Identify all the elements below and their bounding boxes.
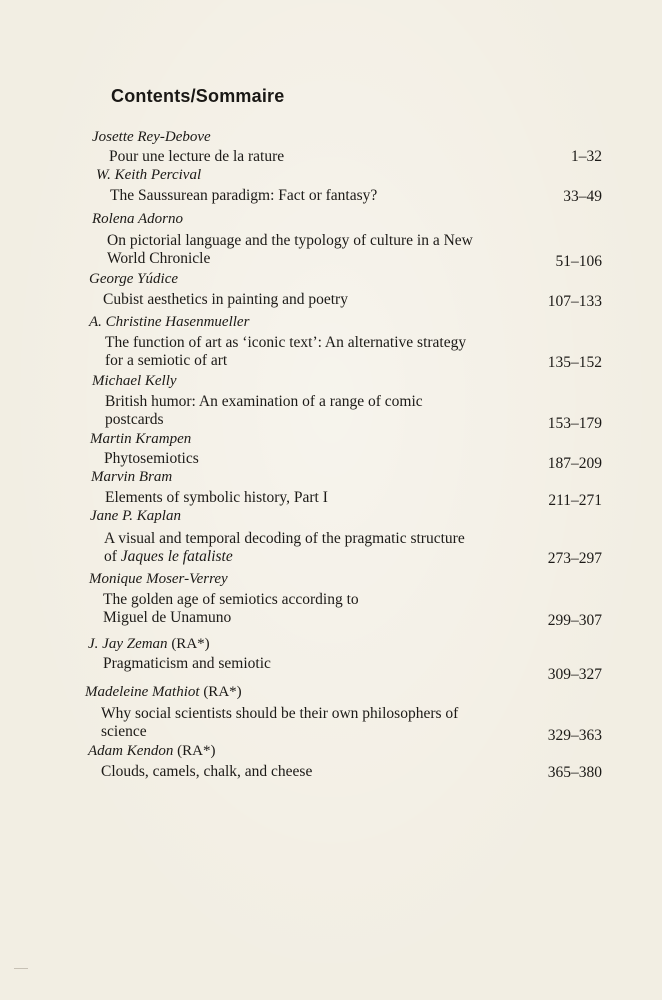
entry-pages: 309–327 bbox=[547, 666, 602, 683]
entry-title: On pictorial language and the typology of culture in a New bbox=[107, 232, 473, 249]
entry-author: Marvin Bram bbox=[91, 469, 173, 485]
entry-title: science bbox=[101, 723, 147, 740]
entry-author: W. Keith Percival bbox=[96, 167, 202, 183]
entry-title: The Saussurean paradigm: Fact or fantasy? bbox=[110, 187, 378, 204]
entry-pages: 329–363 bbox=[547, 727, 602, 744]
entry-author: Jane P. Kaplan bbox=[90, 508, 181, 524]
research-article-mark: (RA*) bbox=[167, 636, 210, 652]
entry-author: Josette Rey-Debove bbox=[92, 129, 211, 145]
entry-title: postcards bbox=[105, 411, 164, 428]
entry-pages: 365–380 bbox=[547, 764, 602, 781]
entry-pages: 1–32 bbox=[571, 148, 602, 165]
entry-title: Clouds, camels, chalk, and cheese bbox=[101, 763, 313, 780]
entry-title: The golden age of semiotics according to bbox=[103, 591, 359, 608]
entry-pages: 187–209 bbox=[547, 455, 602, 472]
entry-author: Monique Moser-Verrey bbox=[89, 571, 228, 587]
entry-title: Phytosemiotics bbox=[104, 450, 199, 467]
entry-title: British humor: An examination of a range of comic bbox=[105, 393, 423, 410]
entry-author: A. Christine Hasenmueller bbox=[89, 314, 250, 330]
entry-title-italic: Jaques le fataliste bbox=[120, 548, 233, 565]
entry-author: Michael Kelly bbox=[92, 373, 177, 389]
entry-title: Miguel de Unamuno bbox=[103, 609, 232, 626]
entry-pages: 299–307 bbox=[547, 612, 602, 629]
research-article-mark: (RA*) bbox=[173, 743, 216, 759]
entry-title: of Jaques le fataliste bbox=[104, 548, 233, 565]
entry-author: Adam Kendon (RA*) bbox=[88, 743, 216, 759]
entry-pages: 107–133 bbox=[547, 293, 602, 310]
entry-pages: 273–297 bbox=[547, 550, 602, 567]
entry-author: Martin Krampen bbox=[90, 431, 192, 447]
entry-pages: 211–271 bbox=[548, 492, 602, 509]
entry-title: Cubist aesthetics in painting and poetry bbox=[103, 291, 348, 308]
page-corner-mark bbox=[14, 968, 28, 975]
entry-title: The function of art as ‘iconic text’: An alternative strategy bbox=[105, 334, 467, 351]
entry-title: A visual and temporal decoding of the pragmatic structure bbox=[104, 530, 465, 547]
entry-author: Rolena Adorno bbox=[92, 211, 183, 227]
entry-title: for a semiotic of art bbox=[105, 352, 228, 369]
entry-title: World Chronicle bbox=[107, 250, 211, 267]
entry-author: George Yúdice bbox=[89, 271, 179, 287]
entry-pages: 51–106 bbox=[555, 253, 602, 270]
contents-heading: Contents/Sommaire bbox=[111, 86, 285, 106]
entry-title: Pragmaticism and semiotic bbox=[103, 655, 271, 672]
research-article-mark: (RA*) bbox=[199, 684, 242, 700]
entry-pages: 33–49 bbox=[563, 188, 602, 205]
entry-title: Elements of symbolic history, Part I bbox=[105, 489, 328, 506]
entry-author: J. Jay Zeman (RA*) bbox=[88, 636, 210, 652]
entry-pages: 153–179 bbox=[547, 415, 602, 432]
entry-title: Pour une lecture de la rature bbox=[109, 148, 285, 165]
entry-author: Madeleine Mathiot (RA*) bbox=[85, 684, 242, 700]
entry-title: Why social scientists should be their own philosophers of bbox=[101, 705, 459, 722]
entry-pages: 135–152 bbox=[547, 354, 602, 371]
